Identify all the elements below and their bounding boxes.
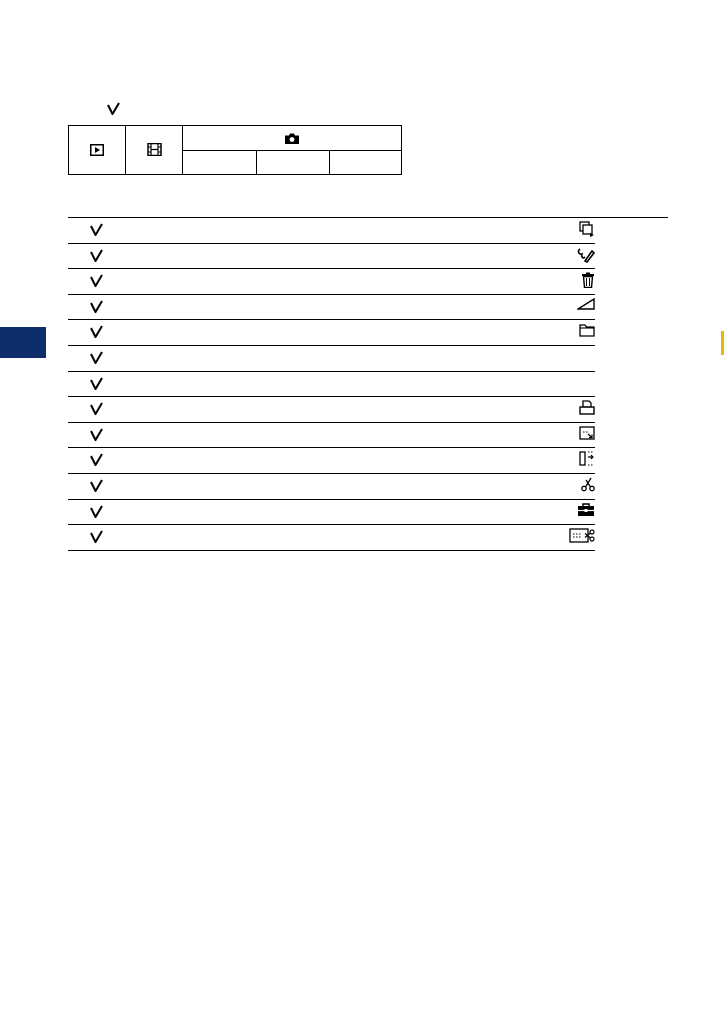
resize-icon — [579, 426, 595, 444]
playback-mode-cell — [69, 126, 125, 174]
film-icon — [147, 141, 162, 160]
mode-table — [68, 125, 402, 175]
chapter-tab — [0, 327, 46, 358]
page-edge-marker — [721, 331, 724, 355]
table-row — [68, 500, 595, 526]
check-icon — [90, 402, 103, 415]
still-subcell-2 — [256, 150, 329, 174]
check-icon — [90, 505, 103, 518]
table-row — [68, 320, 595, 346]
table-row — [68, 372, 595, 398]
toolbox-icon — [577, 503, 595, 521]
check-icon — [90, 274, 103, 287]
table-row — [68, 295, 595, 321]
play-icon — [90, 141, 104, 160]
check-icon — [90, 249, 103, 262]
check-icon — [90, 300, 103, 313]
trim-icon — [569, 528, 595, 546]
still-subcell-3 — [329, 150, 401, 174]
slideshow-icon — [579, 221, 595, 239]
table-row — [68, 244, 595, 270]
table-row — [68, 346, 595, 372]
print-icon — [579, 400, 595, 418]
legend-check-icon — [107, 102, 120, 115]
check-icon — [90, 428, 103, 441]
check-icon — [90, 453, 103, 466]
movie-mode-cell — [125, 126, 182, 174]
table-row — [68, 397, 595, 423]
check-icon — [90, 479, 103, 492]
table-row — [68, 525, 595, 551]
camera-icon — [285, 129, 299, 148]
rotate-icon — [579, 451, 595, 469]
table-row — [68, 448, 595, 474]
table-row — [68, 423, 595, 449]
ramp-icon — [577, 298, 595, 316]
check-icon — [90, 377, 103, 390]
paint-icon — [577, 247, 595, 265]
table-row — [68, 474, 595, 500]
check-icon — [90, 351, 103, 364]
check-icon — [90, 325, 103, 338]
check-icon — [90, 223, 103, 236]
folder-icon — [579, 323, 595, 341]
still-mode-cell — [182, 126, 401, 150]
trash-icon — [581, 272, 595, 290]
scissors-icon — [581, 477, 595, 495]
table-row — [68, 218, 595, 244]
still-subcell-1 — [182, 150, 256, 174]
check-icon — [90, 530, 103, 543]
table-row — [68, 269, 595, 295]
